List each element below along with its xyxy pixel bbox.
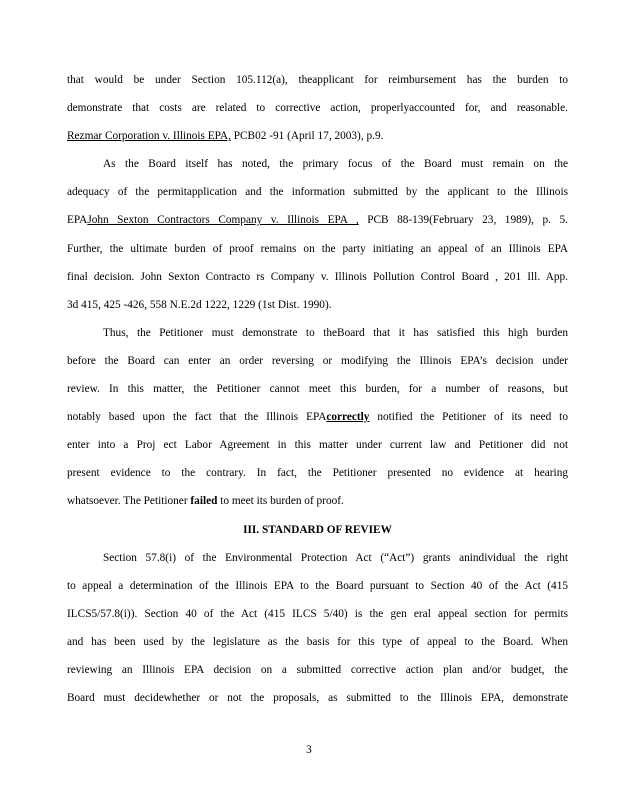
text-line: ILCS5/57.8(i)). Section 40 of the Act (415 ILCS 5/40) is the gen eral appeal section for permits <box>67 607 568 620</box>
text-line <box>67 487 568 515</box>
emphasis-failed: failed <box>190 495 218 508</box>
text-span: to meet its burden of proof. <box>217 495 344 508</box>
paragraph-3 <box>67 319 568 516</box>
emphasis-correctly: correctly <box>326 411 370 424</box>
text-line: 3d 415, 425 -426, 558 N.E.2d 1222, 1229 (1st Dist. 1990). <box>67 298 332 311</box>
paragraph-1 <box>67 66 568 150</box>
text-line: Section 57.8(i) of the Environmental Protection Act (“Act”) grants anindividual the right <box>103 551 568 564</box>
text-line: before the Board can enter an order reversing or modifying the Illinois EPA’s decision under <box>67 354 568 367</box>
text-line: Further, the ultimate burden of proof remains on the party initiating an appeal of an Illinois EPA <box>67 242 568 255</box>
text-line: final decision. John Sexton Contracto rs Company v. Illinois Pollution Control Board , 201 Ill. App. <box>67 270 568 283</box>
paragraph-2 <box>67 150 568 319</box>
text-span: notified the Petitioner of its need to <box>369 411 568 424</box>
text-line: Thus, the Petitioner must demonstrate to theBoard that it has satisfied this high burden <box>103 326 568 339</box>
text-line <box>67 206 568 234</box>
text-line: Board must decidewhether or not the proposals, as submitted to the Illinois EPA, demonstrate <box>67 692 568 705</box>
text-line: that would be under Section 105.112(a), theapplicant for reimbursement has the burden to <box>67 74 568 86</box>
text-line: As the Board itself has noted, the primary focus of the Board must remain on the <box>103 158 568 171</box>
text-span: notably based upon the fact that the Illinois EPA <box>67 411 327 424</box>
text-span: PCB 88-139(February 23, 1989), p. 5. <box>358 214 568 227</box>
text-line: review. In this matter, the Petitioner cannot meet this burden, for a number of reasons, but <box>67 383 568 396</box>
text-span: PCB02 -91 (April 17, 2003), p.9. <box>230 130 384 143</box>
case-citation: John Sexton Contractors Company v. Illinois EPA , <box>87 214 359 227</box>
text-line: present evidence to the contrary. In fact, the Petitioner presented no evidence at hearing <box>67 467 568 480</box>
text-line: enter into a Proj ect Labor Agreement in this matter under current law and Petitioner did not <box>67 439 568 452</box>
text-line: to appeal a determination of the Illinois EPA to the Board pursuant to Section 40 of the Act (415 <box>67 579 568 592</box>
paragraph-4 <box>67 544 568 713</box>
section-heading: III. STANDARD OF REVIEW <box>243 523 392 536</box>
page-number: 3 <box>306 744 312 756</box>
text-span: EPA <box>67 214 88 227</box>
case-citation: Rezmar Corporation v. Illinois EPA, <box>67 130 231 143</box>
text-line: demonstrate that costs are related to corrective action, properlyaccounted for, and reasonable. <box>67 102 568 115</box>
text-span: whatsoever. The Petitioner <box>67 495 191 508</box>
text-line: adequacy of the permitapplication and the information submitted by the applicant to the Illinois <box>67 186 568 199</box>
text-line: and has been used by the legislature as the basis for this type of appeal to the Board. When <box>67 635 568 648</box>
text-line <box>67 403 568 431</box>
text-line <box>67 122 568 150</box>
text-line: reviewing an Illinois EPA decision on a submitted corrective action plan and/or budget, the <box>67 663 568 676</box>
